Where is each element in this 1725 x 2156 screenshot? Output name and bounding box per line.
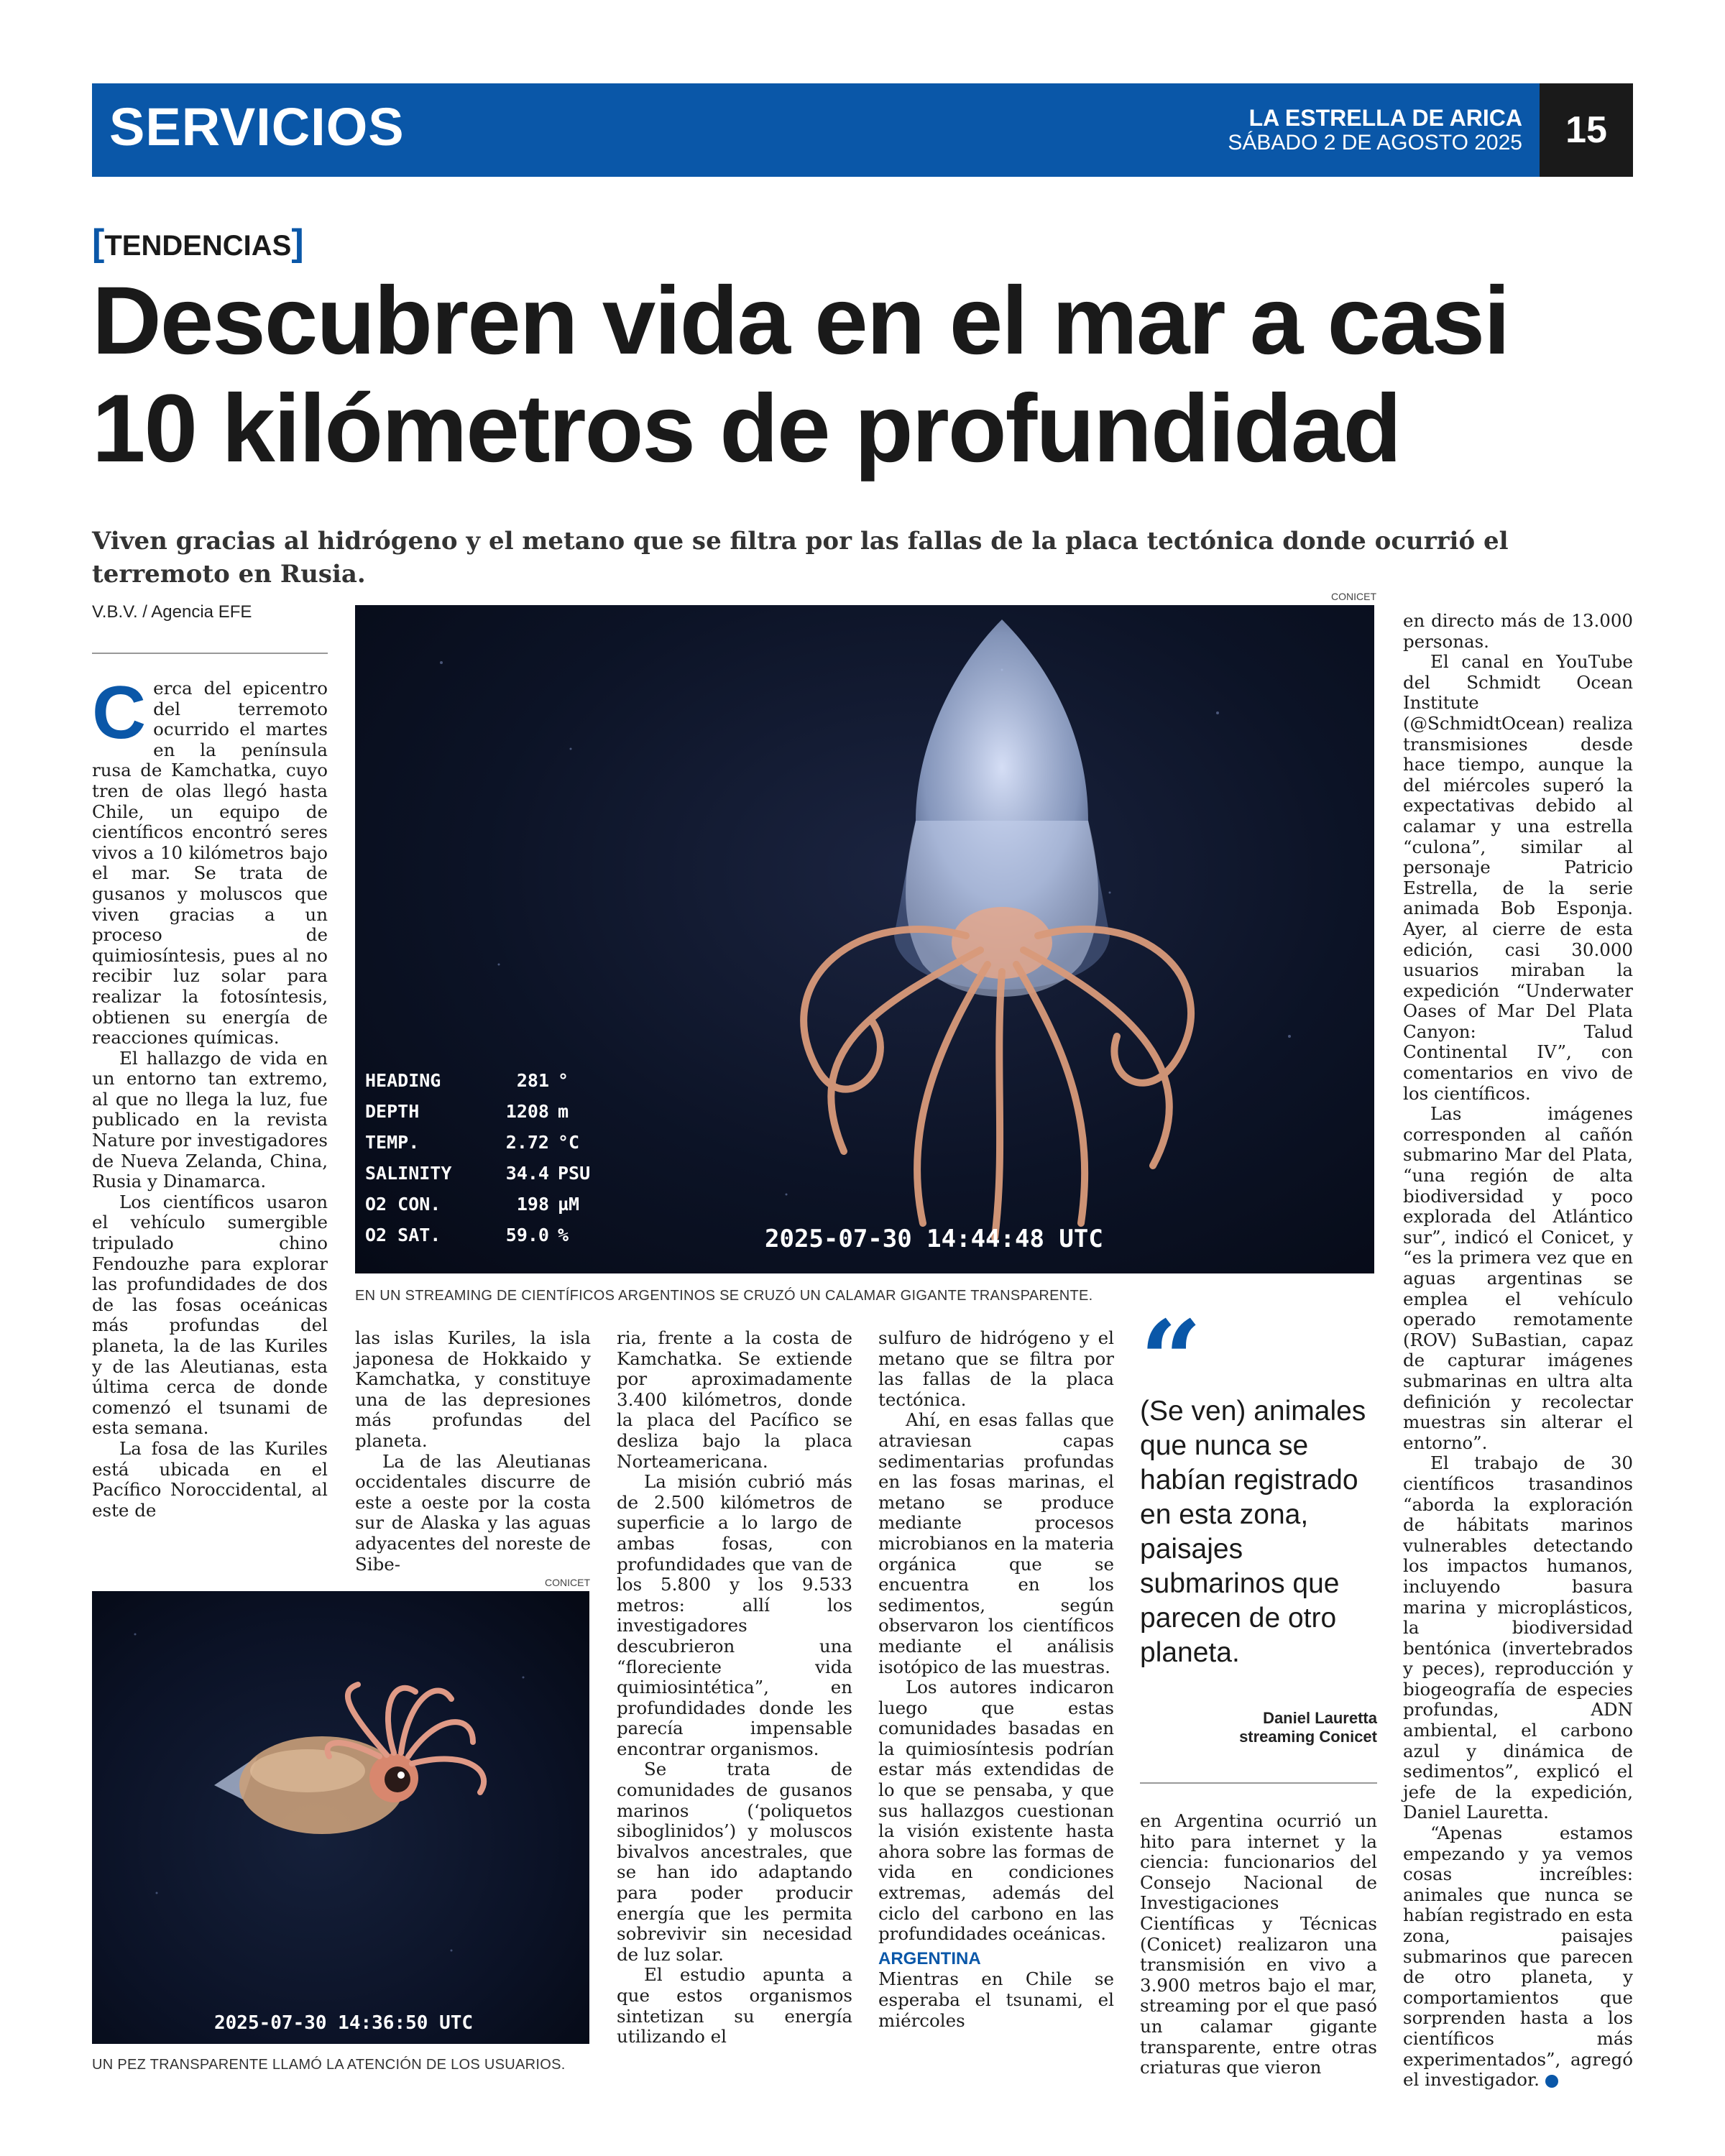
paragraph: las islas Kuriles, la isla japonesa de Hokkaido y Kamchatka, y constituye una de las depresiones más profundas del planeta. [355,1327,591,1451]
paragraph: Mientras en Chile se esperaba el tsunami, el miércoles [878,1968,1114,2031]
column-1 [92,671,328,1521]
section-header [92,83,1633,177]
video-timestamp: 2025-07-30 14:44:48 UTC [765,1225,1103,1253]
paragraph: sulfuro de hidrógeno y el metano que se filtra por las fallas de la placa tectónica. [878,1327,1114,1410]
headline-line-2: 10 kilómetros de profundidad [92,375,1401,482]
photo-caption: EN UN STREAMING DE CIENTÍFICOS ARGENTINOS SE CRUZÓ UN CALAMAR GIGANTE TRANSPARENTE. [355,1288,1093,1304]
telemetry-row: O2 CON. 198 µM [365,1194,580,1215]
newspaper-name: LA ESTRELLA DE ARICA [1248,105,1522,131]
paragraph: El canal en YouTube del Schmidt Ocean Institute (@SchmidtOcean) realiza transmisiones desde hace tiempo, aunque la del miércoles superó la expectativas debido al calamar y una estrella “culona”, similar al personaje Patricio Estrella, de la serie animada Bob Esponja. Ayer, al cierre de esta edición, casi 30.000 usuarios miraban la expedición “Underwater Oases of Mar Del Plata Canyon: Talud Continental IV”, con comentarios en vivo de los científicos. [1403,651,1633,1104]
paragraph: ria, frente a la costa de Kamchatka. Se extiende por aproximadamente 3.400 kilómetros, donde la placa del Pacífico se desliza bajo la placa Norteamericana. [617,1327,852,1472]
photo-caption: UN PEZ TRANSPARENTE LLAMÓ LA ATENCIÓN DE LOS USUARIOS. [92,2057,566,2073]
issue-date: SÁBADO 2 DE AGOSTO 2025 [1228,131,1522,155]
photo-credit: CONICET [1331,591,1376,602]
paragraph: en Argentina ocurrió un hito para internet y la ciencia: funcionarios del Consejo Nacional de Investigaciones Científicas y Técnicas (Conicet) realizaron una transmisión en vivo a 3.900 metros bajo el mar, streaming por el que pasó un calamar gigante transparente, entre otras criaturas que vieron [1140,1810,1377,2078]
pull-quote: (Se ven) animales que nunca se habían registrado en esta zona, paisajes submarinos que parecen de otro planeta. [1140,1396,1366,1668]
masthead-info [1228,105,1522,155]
paragraph: en directo más de 13.000 personas. [1403,610,1633,652]
paragraph-text: “Apenas estamos empezando y ya vemos cosas increíbles: animales que nunca se habían registrado en esta zona, paisajes submarinos que parecen de otro planeta, y comportamientos que sorprenden hasta a los científicos más experimentados”, agregó el investigador. [1403,1823,1633,2091]
dropcap: C [92,671,147,755]
section-title: SERVICIOS [109,97,405,157]
paragraph-text: erca del epicentro del terremoto ocurrido el martes en la península rusa de Kamchatka, cuyo tren de olas llegó hasta Chile, un equipo de científicos encontró seres vivos a 10 kilómetros bajo el mar. Se trata de gusanos y moluscos que viven gracias a un proceso de quimiosíntesis, pues al no recibir luz solar para realizar la fotosíntesis, obtienen su energía de reacciones químicas. [92,678,328,1049]
telemetry-overlay [365,1065,601,1250]
column-6 [1403,611,1633,2091]
telemetry-row: TEMP. 2.72 °C [365,1132,580,1153]
paragraph [92,671,328,1049]
quote-author-name: Daniel Lauretta [1263,1709,1377,1727]
paragraph: Los autores indicaron luego que estas comunidades basadas en la quimiosíntesis podrían estar más extendidas de lo que se pensaba, y que sus hallazgos cuestionan la visión existente hasta ahora sobre las formas de vida en condiciones extremas, además del ciclo del carbono en las profundidades oceánicas. [878,1677,1114,1945]
paragraph: Las imágenes corresponden al cañón submarino Mar del Plata, “una región de alta biodiversidad y poco explorada del Atlántico sur”, indicó el Conicet, y “es la primera vez que en aguas argentinas se emplea el vehículo operado remotamente (ROV) SuBastian, capaz de capturar imágenes submarinas en ultra alta definición y recolectar muestras sin alterar el entorno”. [1403,1103,1633,1453]
quote-mark: “ [1140,1297,1202,1424]
paragraph [1403,1823,1633,2091]
paragraph: El estudio apunta a que estos organismos sintetizan su energía utilizando el [617,1964,852,2047]
end-mark-icon [1545,2075,1558,2088]
paragraph: Se trata de comunidades de gusanos marinos (‘poliquetos siboglinidos’) y moluscos bivalvos ancestrales, que se han ido adaptando para poder producir energía que les permita sobrevivir sin necesidad de luz solar. [617,1759,852,1965]
paragraph: La misión cubrió más de 2.500 kilómetros de superficie a lo largo de ambas fosas, con profundidades que van de los 5.800 y los 9.533 metros: allí los investigadores descubrieron una “floreciente vida quimiosintética”, en profundidades donde les parecía impensable encontrar organismos. [617,1471,852,1759]
paragraph: El trabajo de 30 científicos trasandinos “aborda la exploración de hábitats marinos vulnerables detectando los impactos humanos, incluyendo basura marina y microplásticos, la biodiversidad bentónica (invertebrados y peces), reproducción y biogeografía de especies profundas, ADN ambiental, el carbono azul y dinámica de sedimentos”, explicó el jefe de la expedición, Daniel Lauretta. [1403,1452,1633,1823]
column-2 [355,1328,591,1575]
headline [92,267,1644,483]
video-timestamp: 2025-07-30 14:36:50 UTC [214,2012,474,2034]
paragraph: Los científicos usaron el vehículo sumergible tripulado chino Fendouzhe para explorar las profundidades de dos de las fosas oceánicas más profundas del planeta, la de las Kuriles y de las Aleutianas, esta última cerca de donde comenzó el tsunami de esta semana. [92,1191,328,1439]
photo-credit: CONICET [545,1577,590,1588]
telemetry-row: DEPTH 1208 m [365,1101,569,1122]
telemetry-row: O2 SAT. 59.0 % [365,1225,569,1245]
kicker: [TENDENCIAS] [92,222,304,264]
quote-attribution [1140,1709,1377,1746]
paragraph: El hallazgo de vida en un entorno tan extremo, al que no llega la luz, fue publicado en la revista Nature por investigadores de Nueva Zelanda, China, Rusia y Dinamarca. [92,1047,328,1192]
paragraph: Ahí, en esas fallas que atraviesan capas sedimentarias profundas en las fosas marinas, el metano se produce mediante procesos microbianos en la materia orgánica que se encuentra en los sedimentos, según observaron los científicos mediante el análisis isotópico de las muestras. [878,1409,1114,1677]
page-number: 15 [1540,83,1633,177]
column-5 [1140,1811,1377,2078]
byline-rule [92,653,328,654]
squid-photo [355,605,1374,1273]
paragraph: La de las Aleutianas occidentales discurre de este a oeste por la costa sur de Alaska y las aguas adyacentes del noreste de Sibe- [355,1450,591,1575]
column-4 [878,1328,1114,2031]
paragraph: La fosa de las Kuriles está ubicada en el Pacífico Noroccidental, al este de [92,1437,328,1521]
column-3 [617,1328,852,2047]
subhead: ARGENTINA [878,1948,981,1968]
quote-author-role: streaming Conicet [1239,1728,1377,1746]
kicker-label: TENDENCIAS [104,230,292,262]
fish-photo [92,1591,589,2044]
telemetry-row: HEADING 281 ° [365,1070,569,1091]
telemetry-row: SALINITY 34.4 PSU [365,1163,591,1184]
fish-illustration [92,1591,589,2044]
deck: Viven gracias al hidrógeno y el metano que se filtra por las fallas de la placa tectónica donde ocurrió el terremoto en Rusia. [92,527,1509,589]
quote-rule [1140,1782,1377,1784]
headline-line-1: Descubren vida en el mar a casi [92,267,1509,374]
byline: V.B.V. / Agencia EFE [92,602,252,622]
